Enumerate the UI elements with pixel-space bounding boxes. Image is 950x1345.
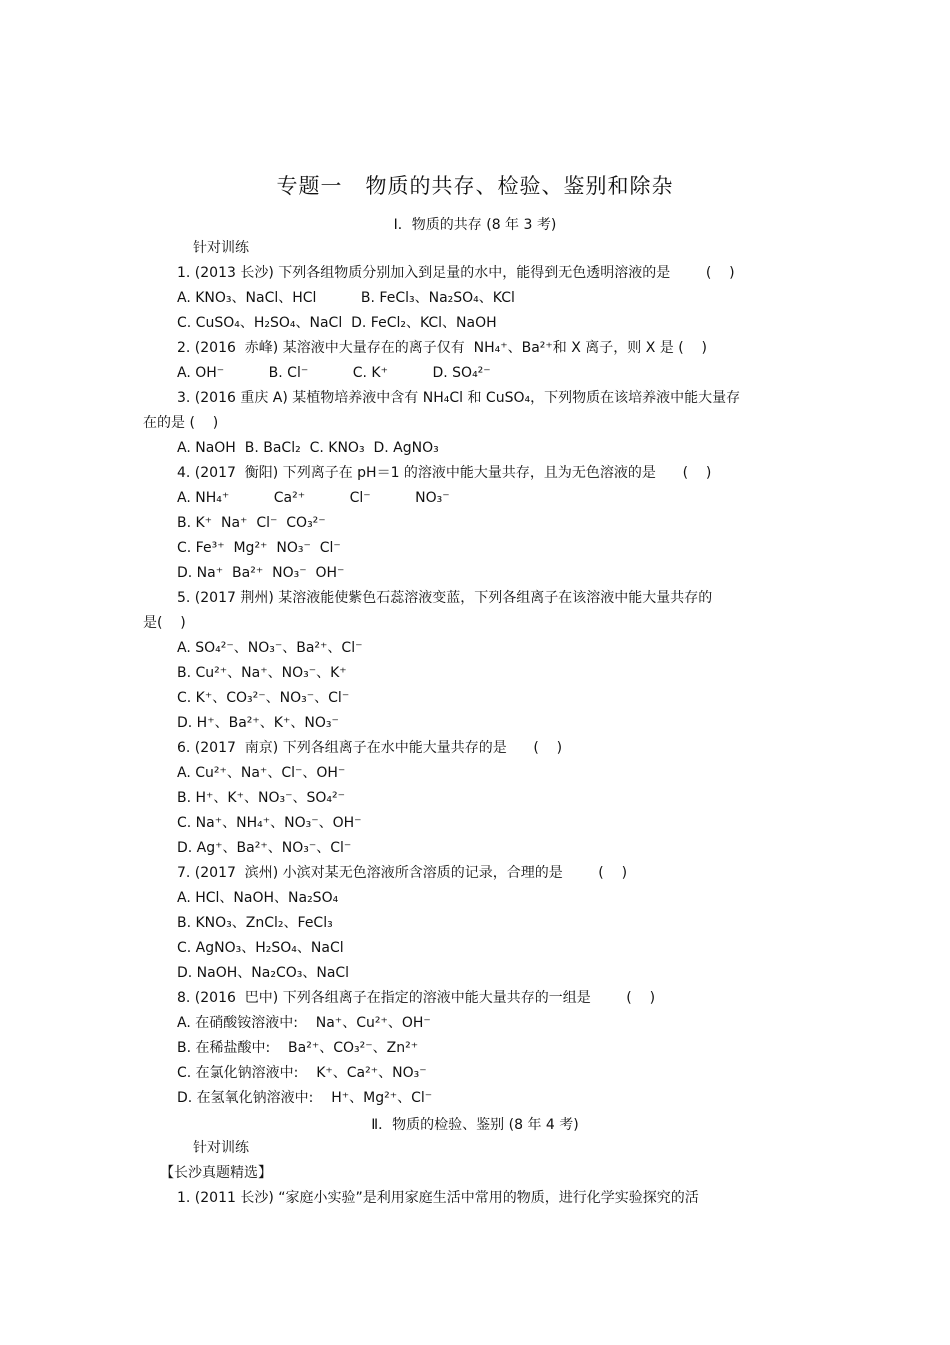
question-line: 2. (2016 赤峰) 某溶液中大量存在的离子仅有 NH₄⁺、Ba²⁺和 X 离子，则 X 是 ( ): [177, 340, 707, 356]
section-heading-detection: Ⅱ．物质的检验、鉴别 (8 年 4 考): [371, 1117, 579, 1133]
question-line: 8. (2016 巴中) 下列各组离子在指定的溶液中能大量共存的一组是 ( ): [177, 990, 656, 1006]
option-line: C. Fe³⁺ Mg²⁺ NO₃⁻ Cl⁻: [177, 540, 341, 556]
option-line: A. Cu²⁺、Na⁺、Cl⁻、OH⁻: [177, 765, 346, 781]
option-line: B. Cu²⁺、Na⁺、NO₃⁻、K⁺: [177, 665, 347, 681]
option-line: A. 在硝酸铵溶液中: Na⁺、Cu²⁺、OH⁻: [177, 1015, 431, 1031]
option-line: A. SO₄²⁻、NO₃⁻、Ba²⁺、Cl⁻: [177, 640, 363, 656]
option-line: B. 在稀盐酸中: Ba²⁺、CO₃²⁻、Zn²⁺: [177, 1040, 419, 1056]
option-line: A. NH₄⁺ Ca²⁺ Cl⁻ NO₃⁻: [177, 490, 450, 506]
option-line: A. KNO₃、NaCl、HCl B. FeCl₃、Na₂SO₄、KCl: [177, 290, 515, 306]
option-line: A. HCl、NaOH、Na₂SO₄: [177, 890, 339, 906]
option-line: B. KNO₃、ZnCl₂、FeCl₃: [177, 915, 333, 931]
option-line: B. H⁺、K⁺、NO₃⁻、SO₄²⁻: [177, 790, 346, 806]
question-line-cont: 在的是 ( ): [143, 415, 219, 431]
training-label: 针对训练: [193, 240, 249, 256]
option-line: C. K⁺、CO₃²⁻、NO₃⁻、Cl⁻: [177, 690, 350, 706]
question-line: 1. (2013 长沙) 下列各组物质分别加入到足量的水中，能得到无色透明溶液的是 ( ): [177, 265, 735, 281]
question-line-cont: 是( ): [143, 615, 186, 631]
question-line: 7. (2017 滨州) 小滨对某无色溶液所含溶质的记录，合理的是 ( ): [177, 865, 628, 881]
option-line: D. Ag⁺、Ba²⁺、NO₃⁻、Cl⁻: [177, 840, 352, 856]
question-line: 1. (2011 长沙) “家庭小实验”是利用家庭生活中常用的物质，进行化学实验探究的活: [177, 1190, 699, 1206]
question-line: 6. (2017 南京) 下列各组离子在水中能大量共存的是 ( ): [177, 740, 563, 756]
option-line: D. H⁺、Ba²⁺、K⁺、NO₃⁻: [177, 715, 339, 731]
training-label: 针对训练: [193, 1140, 249, 1156]
option-line: C. CuSO₄、H₂SO₄、NaCl D. FeCl₂、KCl、NaOH: [177, 315, 497, 331]
option-line: C. 在氯化钠溶液中: K⁺、Ca²⁺、NO₃⁻: [177, 1065, 427, 1081]
question-line: 4. (2017 衡阳) 下列离子在 pH＝1 的溶液中能大量共存，且为无色溶液的是 ( ): [177, 465, 712, 481]
option-line: C. Na⁺、NH₄⁺、NO₃⁻、OH⁻: [177, 815, 362, 831]
option-line: A. OH⁻ B. Cl⁻ C. K⁺ D. SO₄²⁻: [177, 365, 491, 381]
option-line: D. Na⁺ Ba²⁺ NO₃⁻ OH⁻: [177, 565, 345, 581]
option-line: D. 在氢氧化钠溶液中: H⁺、Mg²⁺、Cl⁻: [177, 1090, 433, 1106]
question-line: 3. (2016 重庆 A) 某植物培养液中含有 NH₄Cl 和 CuSO₄，下列物质在该培养液中能大量存: [177, 390, 741, 406]
question-line: 5. (2017 荆州) 某溶液能使紫色石蕊溶液变蓝，下列各组离子在该溶液中能大量共存的: [177, 590, 713, 606]
page-title: 专题一 物质的共存、检验、鉴别和除杂: [276, 174, 674, 198]
option-line: C. AgNO₃、H₂SO₄、NaCl: [177, 940, 344, 956]
subsection-label: 【长沙真题精选】: [160, 1165, 272, 1181]
option-line: A. NaOH B. BaCl₂ C. KNO₃ D. AgNO₃: [177, 440, 439, 456]
option-line: D. NaOH、Na₂CO₃、NaCl: [177, 965, 350, 981]
option-line: B. K⁺ Na⁺ Cl⁻ CO₃²⁻: [177, 515, 326, 531]
section-heading-coexistence: Ⅰ．物质的共存 (8 年 3 考): [393, 217, 557, 233]
